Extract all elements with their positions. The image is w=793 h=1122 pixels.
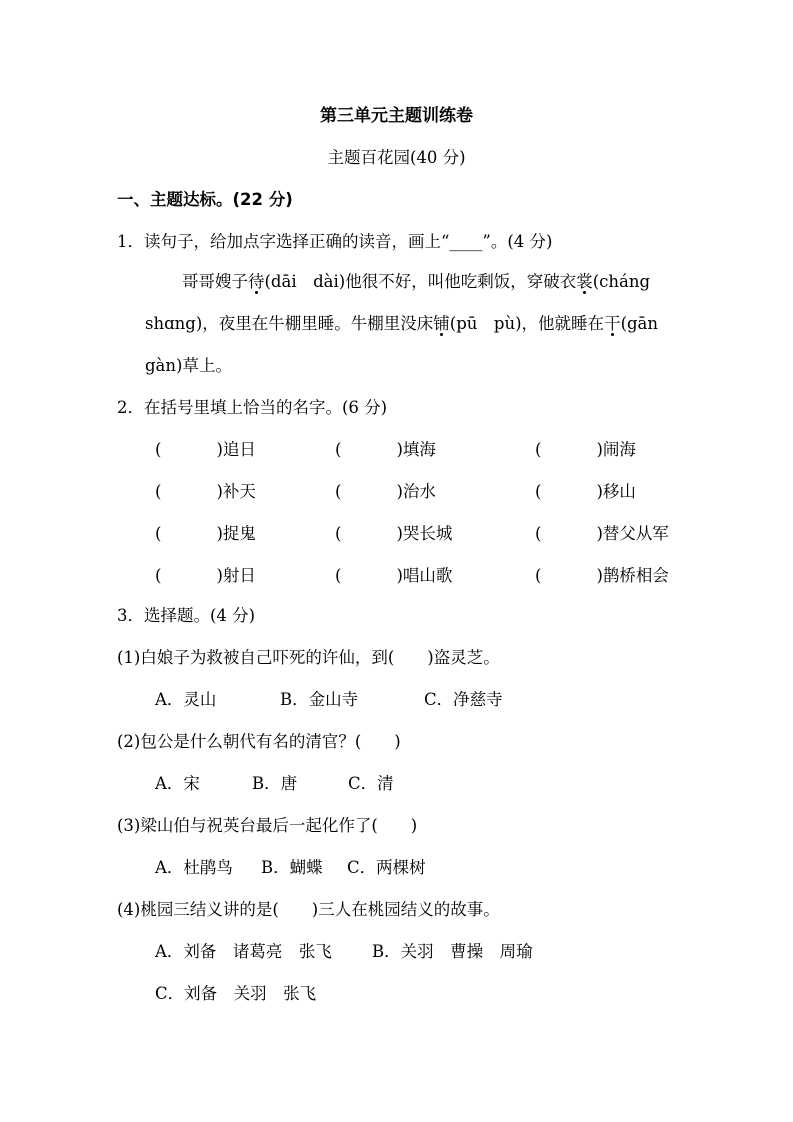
q2-item-label: 治水	[402, 482, 436, 501]
q1-dotted-char: 待	[248, 272, 265, 291]
q1-dotted-char: 铺	[433, 314, 450, 333]
q2-blank-open-paren: (	[335, 482, 342, 501]
q2-item-label: 闹海	[602, 440, 636, 459]
q3-item-1-option-b[interactable]: B．金山寺	[280, 690, 359, 709]
q2-blank-item[interactable]	[335, 480, 436, 504]
q2-blank-close-paren: )	[396, 482, 403, 501]
q2-blank-open-paren: (	[155, 440, 162, 459]
q2-blank-item[interactable]	[535, 480, 636, 504]
q2-blank-item[interactable]	[535, 522, 669, 546]
q2-item-label: 追日	[222, 440, 256, 459]
q2-item-label: 替父从军	[602, 524, 669, 543]
q3-item-1-option-c[interactable]: C．净慈寺	[424, 690, 503, 709]
q3-item-2-option-b[interactable]: B．唐	[252, 774, 298, 793]
q2-blank-item[interactable]	[335, 564, 452, 588]
q2-blank-close-paren: )	[396, 440, 403, 459]
q3-item-4-stem: (4)桃园三结义讲的是( )三人在桃园结义的故事。	[117, 900, 500, 919]
q2-blank-open-paren: (	[155, 566, 162, 585]
q3-item-2-option-a[interactable]: A．宋	[155, 774, 200, 793]
q2-blank-close-paren: )	[396, 524, 403, 543]
q1-text: shɑng)，夜里在牛棚里睡。牛棚里没床	[145, 314, 434, 333]
q2-blank-close-paren: )	[596, 482, 603, 501]
q3-prompt: 3．选择题。(4 分)	[117, 606, 256, 625]
q3-item-2-option-c[interactable]: C．清	[348, 774, 394, 793]
q3-item-2-stem: (2)包公是什么朝代有名的清官？( )	[117, 732, 401, 751]
q2-blank-open-paren: (	[335, 566, 342, 585]
q1-text: (gān	[620, 314, 659, 333]
q2-blank-close-paren: )	[596, 440, 603, 459]
q2-blank-close-paren: )	[596, 524, 603, 543]
q2-blank-close-paren: )	[216, 482, 223, 501]
section-heading: 一、主题达标。(22 分)	[117, 190, 293, 209]
q2-blank-item[interactable]	[535, 438, 636, 462]
q1-passage-line-3: gàn)草上。	[145, 356, 232, 375]
q2-blank-open-paren: (	[535, 524, 542, 543]
q2-blank-item[interactable]	[155, 564, 256, 588]
q2-item-label: 射日	[222, 566, 256, 585]
q1-dotted-char: 干	[604, 314, 621, 333]
q2-blank-item[interactable]	[155, 522, 256, 546]
q2-blank-close-paren: )	[396, 566, 403, 585]
q2-blank-item[interactable]	[535, 564, 669, 588]
q2-item-label: 哭长城	[402, 524, 453, 543]
q2-blank-open-paren: (	[535, 440, 542, 459]
q1-passage-line-2	[145, 312, 658, 336]
q2-blank-open-paren: (	[535, 482, 542, 501]
q2-item-label: 填海	[402, 440, 436, 459]
q2-blank-close-paren: )	[596, 566, 603, 585]
q2-blank-open-paren: (	[535, 566, 542, 585]
q2-blank-open-paren: (	[335, 440, 342, 459]
q3-item-4-option-a[interactable]: A．刘备 诸葛亮 张飞	[155, 942, 332, 961]
q1-text: (cháng	[592, 272, 651, 291]
q2-blank-item[interactable]	[155, 438, 256, 462]
q1-text: (dāi dài)他很不好，叫他吃剩饭，穿破衣	[264, 272, 577, 291]
q3-item-3-option-b[interactable]: B．蝴蝶	[261, 858, 323, 877]
q2-blank-close-paren: )	[216, 440, 223, 459]
q1-dotted-char: 裳	[576, 272, 593, 291]
q1-prompt: 1．读句子，给加点字选择正确的读音，画上“____”。(4 分)	[117, 232, 553, 251]
q3-item-4-option-b[interactable]: B．关羽 曹操 周瑜	[372, 942, 533, 961]
q1-text: 哥哥嫂子	[182, 272, 248, 291]
q2-item-label: 捉鬼	[222, 524, 256, 543]
q2-item-label: 移山	[602, 482, 636, 501]
q3-item-1-option-a[interactable]: A．灵山	[155, 690, 217, 709]
q2-item-label: 补天	[222, 482, 256, 501]
q2-item-label: 鹊桥相会	[602, 566, 669, 585]
q2-item-label: 唱山歌	[402, 566, 453, 585]
q1-passage-line-1	[182, 270, 650, 294]
q2-blank-item[interactable]	[335, 522, 452, 546]
q2-blank-open-paren: (	[155, 524, 162, 543]
page-title: 第三单元主题训练卷	[320, 106, 473, 126]
q2-blank-close-paren: )	[216, 524, 223, 543]
q2-blank-item[interactable]	[335, 438, 436, 462]
q2-blank-open-paren: (	[155, 482, 162, 501]
q3-item-3-option-c[interactable]: C．两棵树	[347, 858, 426, 877]
q2-blank-open-paren: (	[335, 524, 342, 543]
q2-blank-item[interactable]	[155, 480, 256, 504]
page-subtitle: 主题百花园(40 分)	[327, 148, 466, 167]
q1-text: (pū pù)，他就睡在	[449, 314, 605, 333]
q2-blank-close-paren: )	[216, 566, 223, 585]
q3-item-3-stem: (3)梁山伯与祝英台最后一起化作了( )	[117, 816, 418, 835]
q3-item-3-option-a[interactable]: A．杜鹃鸟	[155, 858, 233, 877]
q3-item-4-option-c[interactable]: C．刘备 关羽 张飞	[155, 984, 317, 1003]
q3-item-1-stem: (1)白娘子为救被自己吓死的许仙，到( )盗灵芝。	[117, 648, 500, 667]
q2-prompt: 2．在括号里填上恰当的名字。(6 分)	[117, 398, 388, 417]
